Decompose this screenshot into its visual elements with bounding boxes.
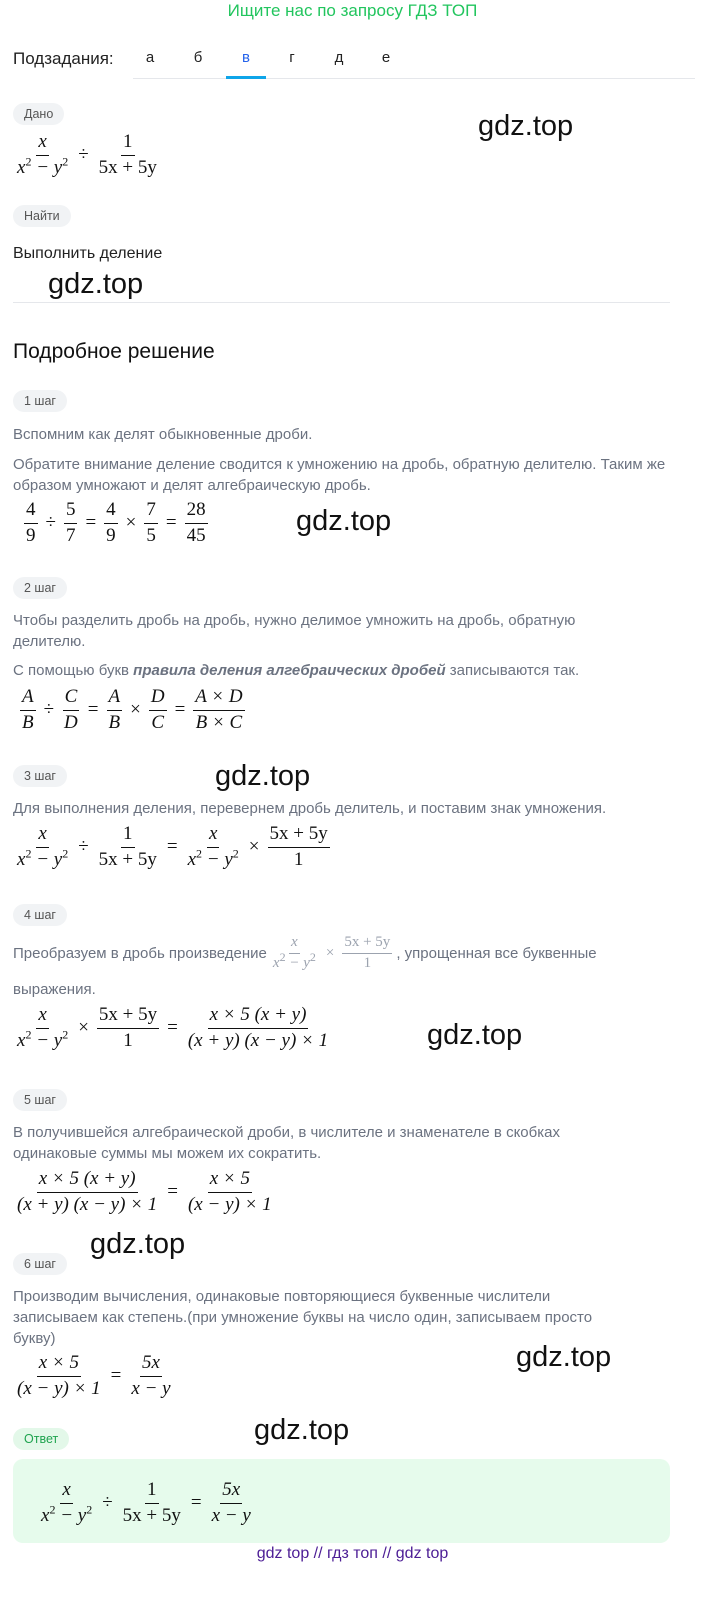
find-text: Выполнить деление xyxy=(13,245,163,262)
step-2-label: 2 шаг xyxy=(13,577,67,599)
step-5-text: В получившейся алгебраической дроби, в числителе и знаменателе в скобках одинаковые суммы мы можем их сократить. xyxy=(13,1124,560,1162)
watermark: gdz.top xyxy=(296,505,392,537)
step-5-label: 5 шаг xyxy=(13,1089,67,1111)
step-2-text: Чтобы разделить дробь на дробь, нужно делимое умножить на дробь, обратную делителю. xyxy=(13,612,576,650)
watermark: gdz.top xyxy=(254,1414,350,1446)
step-3-label: 3 шаг xyxy=(13,765,67,787)
tab-d[interactable]: д xyxy=(334,49,344,66)
step-6-text: Производим вычисления, одинаковые повторяющиеся буквенные числители записываем как степень.(при умножение буквы на число один, записываем просто букву) xyxy=(13,1288,593,1347)
answer-label: Ответ xyxy=(13,1428,69,1450)
step-4-label: 4 шаг xyxy=(13,904,67,926)
footer-links xyxy=(0,1545,705,1563)
tab-v[interactable]: в xyxy=(226,46,266,79)
step-1-text-2: Обратите внимание деление сводится к умножению на дробь, обратную делителю. Таким же образом умножают и делят алгебраическую дробь. xyxy=(13,456,666,494)
tab-b[interactable]: б xyxy=(193,49,203,66)
step-4-expression: $\frac{x}{x^2 - y^2}$ × $\frac{5x + 5y}{1}$ = $\frac{x \times 5 (x + y)}{(x + y) (x - y) \times 1}$ xyxy=(17,1004,329,1051)
footer-link[interactable]: гдз топ xyxy=(327,1545,378,1562)
solution-title: Подробное решение xyxy=(13,340,215,363)
step-6-expression: $\frac{x \times 5}{(x - y) \times 1}$ = $\frac{5x}{x - y}$ xyxy=(17,1352,171,1399)
tab-g[interactable]: г xyxy=(289,49,295,66)
footer-separator: // xyxy=(382,1545,392,1562)
step-4-text-2: выражения. xyxy=(13,981,96,998)
step-3-text: Для выполнения деления, перевернем дробь делитель, и поставим знак умножения. xyxy=(13,800,607,817)
watermark: gdz.top xyxy=(516,1341,612,1373)
step-3-expression: $\frac{x}{x^2 - y^2}$ ÷ $\frac{1}{5x + 5y}$ = $\frac{x}{x^2 - y^2}$ × $\frac{5x + 5y}{1}$ xyxy=(17,823,328,870)
tab-a[interactable]: а xyxy=(145,49,155,66)
answer-expression: $\frac{x}{x^2 - y^2}$ ÷ $\frac{1}{5x + 5y}$ = $\frac{5x}{x - y}$ xyxy=(41,1479,251,1526)
footer-link[interactable]: gdz top xyxy=(256,1545,310,1562)
watermark: gdz.top xyxy=(215,760,311,792)
search-banner: Ищите нас по запросу ГДЗ ТОП xyxy=(227,1,478,20)
subtasks-label: Подзадания: xyxy=(13,49,114,68)
step-6-label: 6 шаг xyxy=(13,1253,67,1275)
watermark: gdz.top xyxy=(478,110,574,142)
tab-e[interactable]: е xyxy=(381,49,391,66)
step-1-text: Вспомним как делят обыкновенные дроби. xyxy=(13,426,313,443)
watermark: gdz.top xyxy=(427,1019,523,1051)
given-label: Дано xyxy=(13,103,64,125)
given-expression: $\frac{x}{x^2 - y^2}$ ÷ $\frac{1}{5x + 5y}$ xyxy=(17,131,157,178)
step-2-expression: $\frac{A}{B}$ ÷ $\frac{C}{D}$ = $\frac{A}{B}$ × $\frac{D}{C}$ = $\frac{A \times D}{B \times C}$ xyxy=(22,686,243,733)
step-1-expression: $\frac{4}{9}$ ÷ $\frac{5}{7}$ = $\frac{4}{9}$ × $\frac{7}{5}$ = $\frac{28}{45}$ xyxy=(26,499,206,546)
watermark: gdz.top xyxy=(90,1228,186,1260)
step-1-label: 1 шаг xyxy=(13,390,67,412)
watermark: gdz.top xyxy=(48,268,144,300)
step-2-text-2: С помощью букв правила деления алгебраических дробей записываются так. xyxy=(13,662,580,679)
divider xyxy=(13,302,670,303)
footer-separator: // xyxy=(313,1545,323,1562)
footer-link[interactable]: gdz top xyxy=(395,1545,449,1562)
step-4-text: Преобразуем в дробь произведение $\frac{x}{x^2 - y^2}$ × $\frac{5x + 5y}{1}$ , упрощенная все буквенные xyxy=(13,934,597,972)
find-label: Найти xyxy=(13,205,71,227)
subtask-tabs xyxy=(133,46,695,79)
step-5-expression: $\frac{x \times 5 (x + y)}{(x + y) (x - y) \times 1}$ = $\frac{x \times 5}{(x - y) \times 1}$ xyxy=(17,1168,272,1215)
